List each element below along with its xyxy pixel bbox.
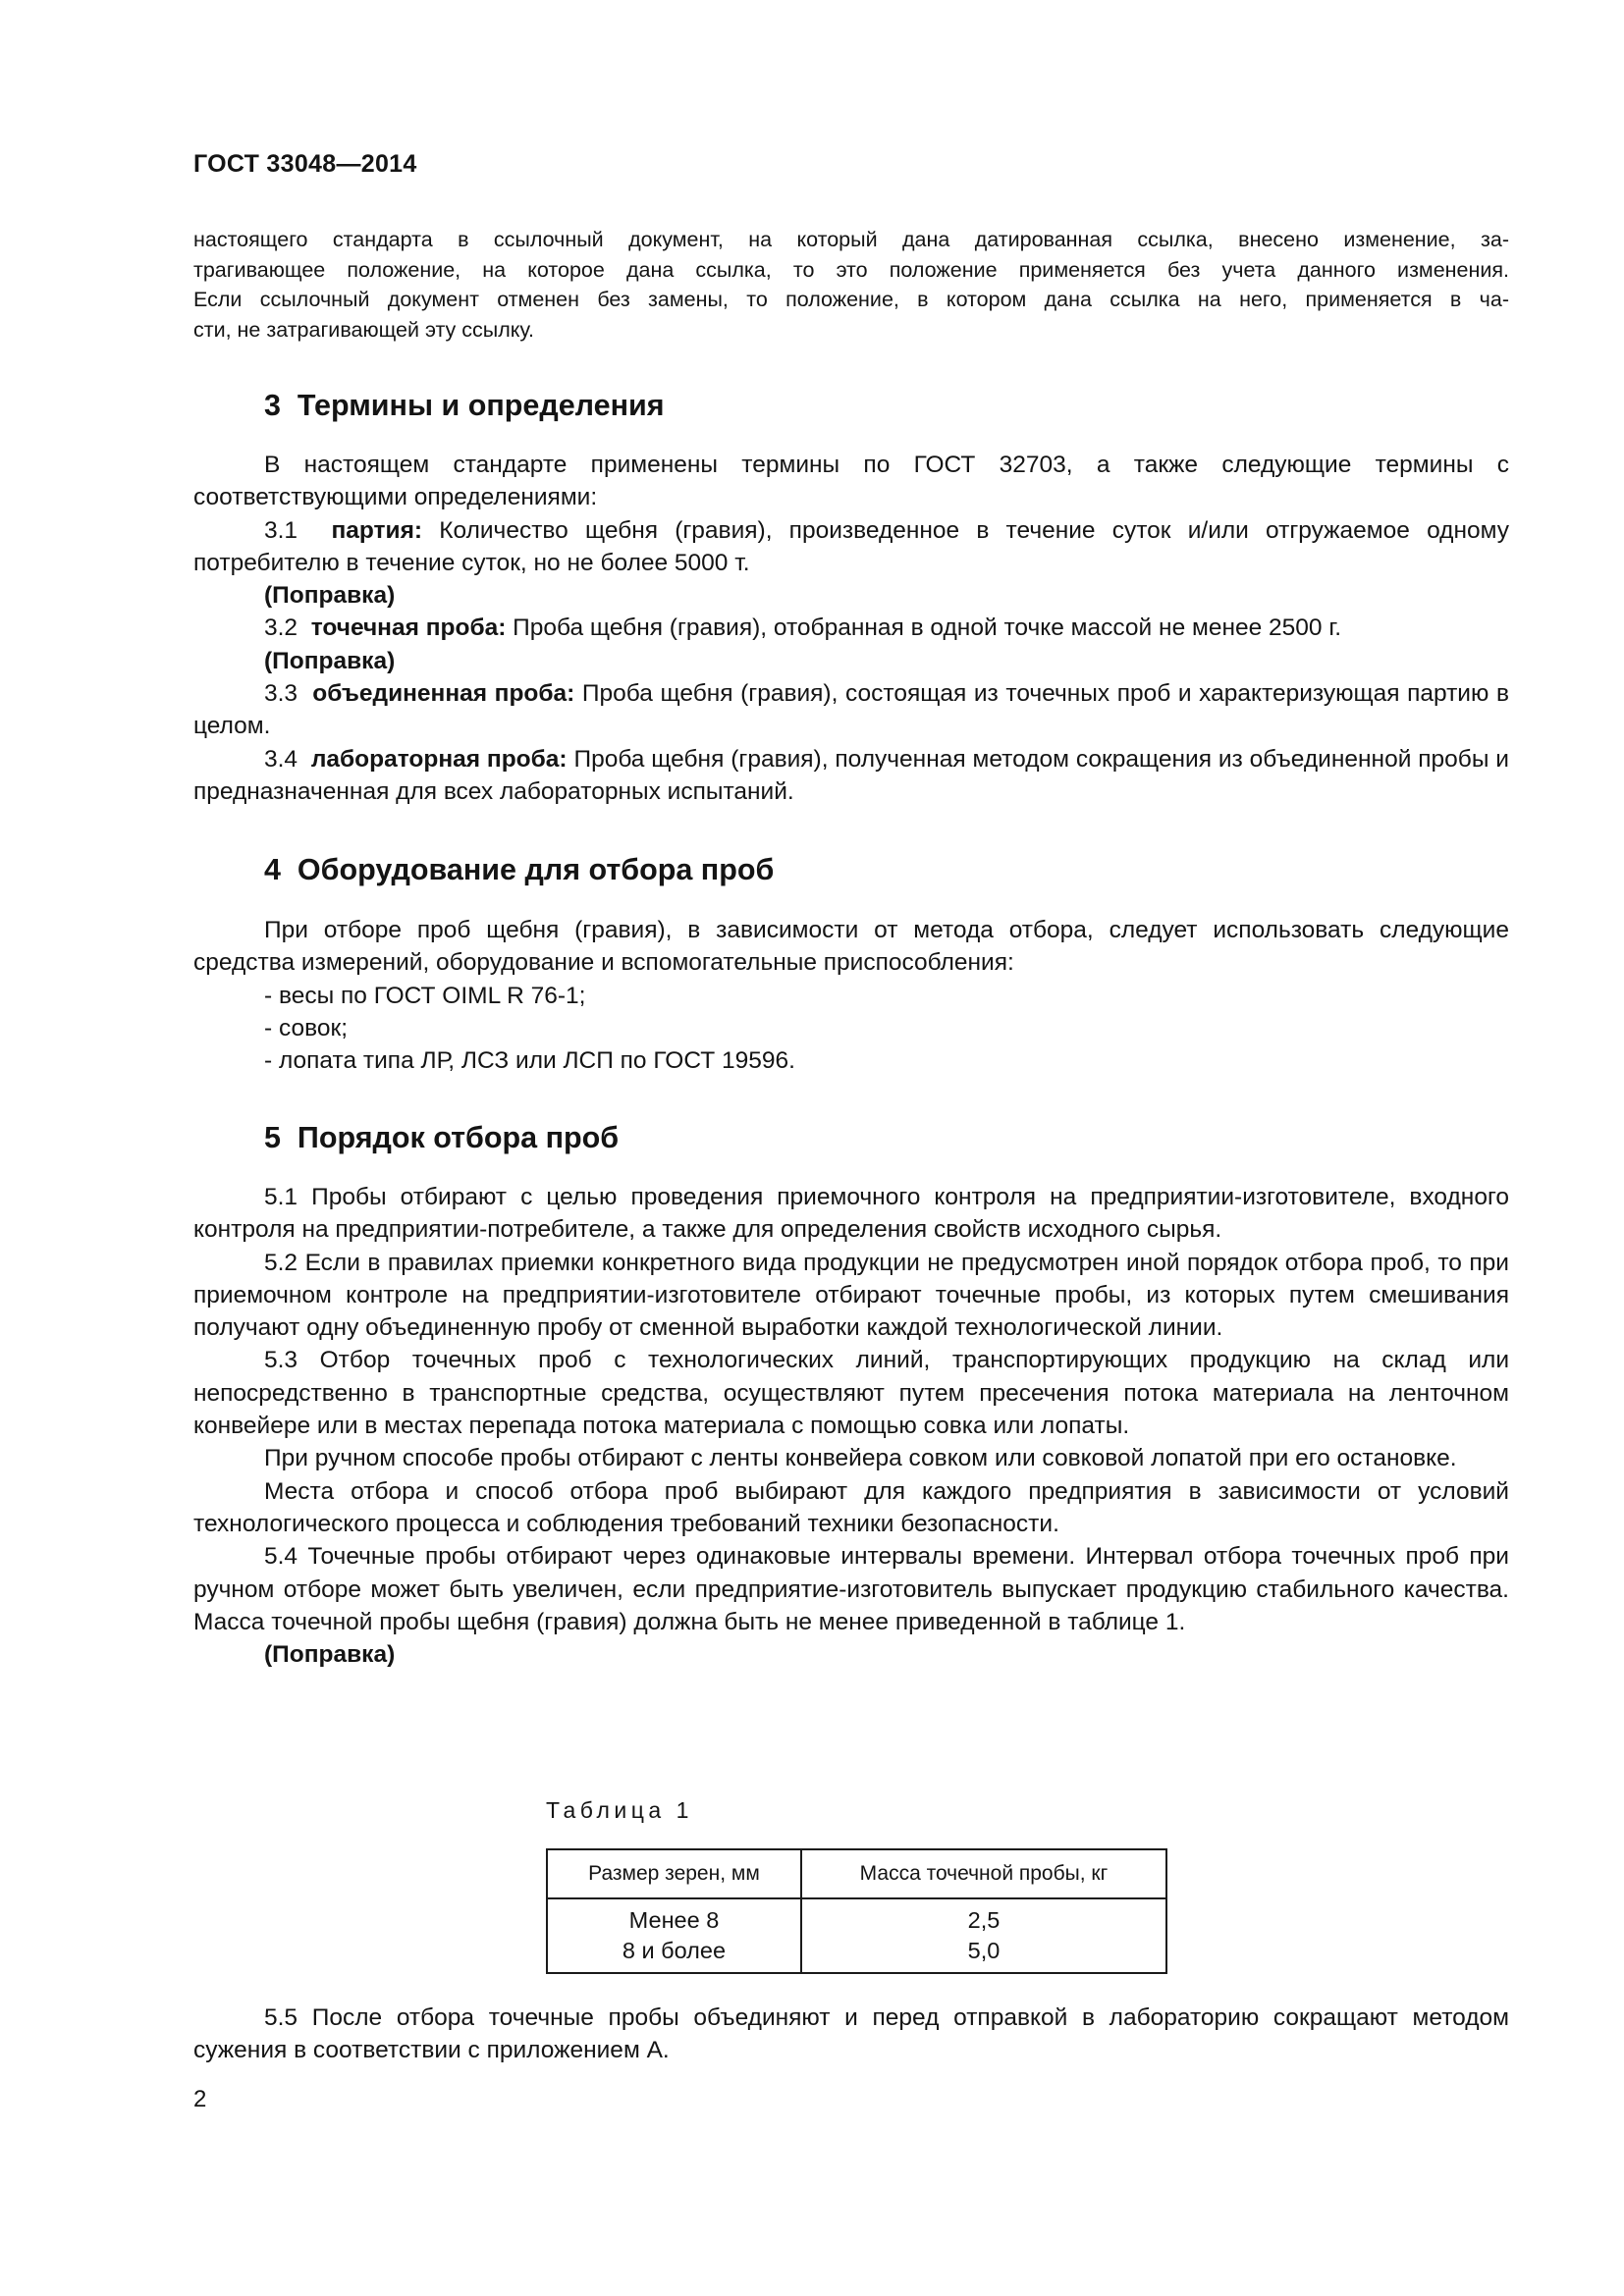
section-5-heading bbox=[264, 1121, 619, 1155]
equipment-list-item: - весы по ГОСТ OIML R 76-1; bbox=[264, 982, 586, 1009]
intro-line: трагивающее положение, на которое дана ссылка, то это положение применяется без учета данного изменения. bbox=[193, 257, 1509, 282]
term-name: точечная проба: bbox=[310, 614, 507, 642]
section-title: Термины и определения bbox=[297, 389, 665, 422]
term-name: объединенная проба: bbox=[312, 680, 575, 708]
table-cell: 2,5 bbox=[801, 1898, 1166, 1936]
section-3-intro: В настоящем стандарте применены термины по ГОСТ 32703, а также следующие термины с соответствующими определениями: bbox=[193, 452, 1509, 511]
table-1 bbox=[546, 1848, 1167, 1974]
table-cell: 5,0 bbox=[801, 1936, 1166, 1973]
amendment-note: (Поправка) bbox=[264, 1641, 396, 1669]
amendment-note: (Поправка) bbox=[264, 647, 396, 674]
section-3-heading bbox=[264, 389, 665, 423]
clause-5-2: 5.2 Если в правилах приемки конкретного вида продукции не предусмотрен иной порядок отбора проб, то при приемочном контроле на предприятии-изготовителе отбирают точечные пробы, из которых путем смешивания получают одну объединенную пробу от сменной выработки каждой технологической линии. bbox=[193, 1249, 1509, 1342]
table-row bbox=[547, 1898, 1166, 1936]
table-caption: Таблица 1 bbox=[546, 1797, 693, 1823]
clause-5-5: 5.5 После отбора точечные пробы объединяют и перед отправкой в лабораторию сокращают методом сужения в соответствии с приложением А. bbox=[193, 2004, 1509, 2064]
term-item: 3.1 партия: Количество щебня (гравия), произведенное в течение суток и/или отгружаемое одному потребителю в течение суток, но не более 5000 т. bbox=[193, 516, 1509, 576]
table-header-row bbox=[547, 1849, 1166, 1898]
section-4-heading bbox=[264, 853, 774, 887]
term-name: партия: bbox=[331, 516, 423, 544]
section-title: Порядок отбора проб bbox=[297, 1121, 620, 1154]
section-number: 4 bbox=[264, 853, 281, 886]
term-item: 3.4 лабораторная проба: Проба щебня (гравия), полученная методом сокращения из объединенной пробы и предназначенная для всех лабораторных испытаний. bbox=[193, 745, 1509, 805]
section-4-body bbox=[193, 914, 1509, 1077]
term-name: лабораторная проба: bbox=[310, 745, 568, 773]
intro-line: настоящего стандарта в ссылочный документ, на который дана датированная ссылка, внесено изменение, за- bbox=[193, 228, 1509, 251]
table-cell: Менее 8 bbox=[628, 1907, 720, 1933]
page-number: 2 bbox=[193, 2086, 207, 2112]
section-number: 5 bbox=[264, 1121, 281, 1154]
equipment-list-item: - совок; bbox=[264, 1014, 349, 1041]
document-header: ГОСТ 33048—2014 bbox=[193, 150, 417, 178]
clause-5-3: 5.3 Отбор точечных проб с технологических линий, транспортирующих продукцию на склад или непосредственно в транспортные средства, осуществляют путем пресечения потока материала на ленточном конвейере или в местах перепада потока материала с помощью совка или лопаты. bbox=[193, 1347, 1509, 1440]
clause-5-3-places: Места отбора и способ отбора проб выбирают для каждого предприятия в зависимости от условий технологического процесса и соблюдения требований техники безопасности. bbox=[193, 1477, 1509, 1537]
section-5-continued bbox=[193, 2002, 1509, 2067]
section-3-body bbox=[193, 449, 1509, 808]
equipment-list-item: - лопата типа ЛР, ЛСЗ или ЛСП по ГОСТ 19596. bbox=[264, 1047, 795, 1075]
term-item: 3.3 объединенная проба: Проба щебня (гравия), состоящая из точечных проб и характеризующая партию в целом. bbox=[193, 680, 1509, 740]
table-cell: 8 и более bbox=[622, 1938, 727, 1963]
table-header-cell: Размер зерен, мм bbox=[547, 1849, 801, 1898]
intro-line: сти, не затрагивающей эту ссылку. bbox=[193, 317, 534, 342]
table-header-cell: Масса точечной пробы, кг bbox=[801, 1849, 1166, 1898]
intro-line: Если ссылочный документ отменен без замены, то положение, в котором дана ссылка на него, применяется в ча- bbox=[193, 288, 1509, 312]
section-title: Оборудование для отбора проб bbox=[297, 853, 775, 886]
clause-5-4: 5.4 Точечные пробы отбирают через одинаковые интервалы времени. Интервал отбора точечных проб при ручном отборе может быть увеличен, если предприятие-изготовитель выпускает продукцию стабильного качества. Масса точечной пробы щебня (гравия) должна быть не менее приведенной в таблице 1. bbox=[193, 1543, 1509, 1635]
term-item: 3.2 точечная проба: Проба щебня (гравия), отобранная в одной точке массой не менее 2500 г. bbox=[264, 614, 1342, 642]
amendment-note: (Поправка) bbox=[264, 582, 396, 610]
intro-paragraph bbox=[193, 225, 1509, 345]
table-row bbox=[547, 1936, 1166, 1973]
section-number: 3 bbox=[264, 389, 281, 422]
clause-5-3-manual: При ручном способе пробы отбирают с ленты конвейера совком или совковой лопатой при его остановке. bbox=[264, 1445, 1457, 1472]
section-4-intro: При отборе проб щебня (гравия), в зависимости от метода отбора, следует использовать следующие средства измерений, оборудование и вспомогательные приспособления: bbox=[193, 917, 1509, 977]
clause-5-1: 5.1 Пробы отбирают с целью проведения приемочного контроля на предприятии-изготовителе, входного контроля на предприятии-потребителе, а также для определения свойств исходного сырья. bbox=[193, 1184, 1509, 1244]
section-5-body bbox=[193, 1181, 1509, 1671]
